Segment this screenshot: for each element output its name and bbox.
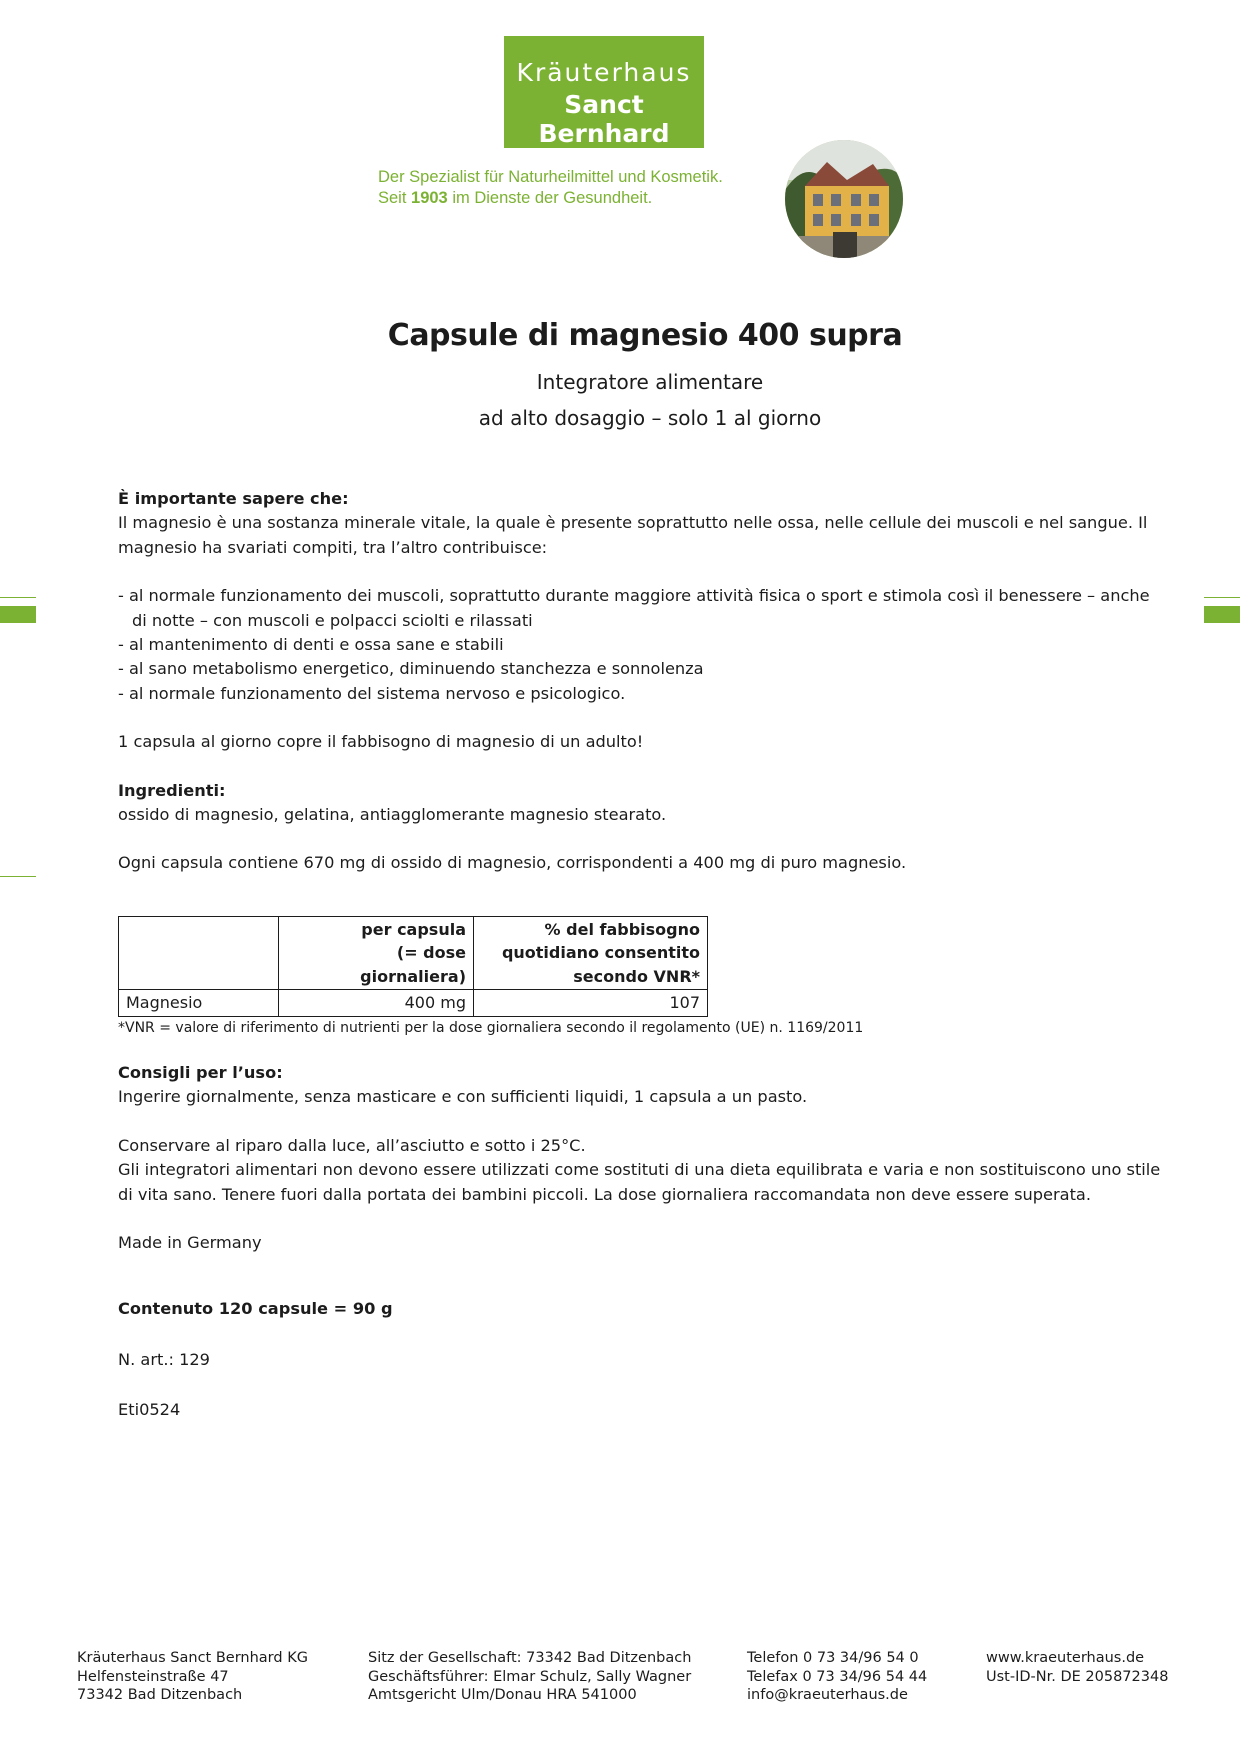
info-intro: Il magnesio è una sostanza minerale vitale, la quale è presente soprattutto nelle ossa, nelle cellule dei muscoli e nel sangue. Il magnesio ha svariati compiti, tra l’altro contribuisce: [118,513,1148,557]
logo-line-2: Sanct Bernhard [538,90,670,148]
nutrient-name: Magnesio [119,990,279,1017]
footer-line: 73342 Bad Ditzenbach [77,1687,243,1703]
header-text: % del fabbisogno [544,919,700,939]
left-marker-line-bottom [0,876,36,877]
table-header-row [119,916,708,990]
tagline-line-2 [378,188,723,209]
brand-logo [504,36,704,148]
product-subtitle-1: Integratore alimentare [536,370,764,394]
benefit-item: - al normale funzionamento dei muscoli, soprattutto durante maggiore attività fisica o sport e stimola così il benessere – anche di notte – con muscoli e polpacci sciolti e rilassati [118,586,1150,630]
per-capsule-note: Ogni capsula contiene 670 mg di ossido di magnesio, corrispondenti a 400 mg di puro magnesio. [118,853,907,873]
product-title: Capsule di magnesio 400 supra [387,318,903,353]
brand-tagline [378,167,723,209]
footer-line: Sitz der Gesellschaft: 73342 Bad Ditzenbach [368,1650,692,1666]
tagline-year: 1903 [411,189,448,207]
nutrient-amount: 400 mg [279,990,474,1017]
footer-line: Geschäftsführer: Elmar Schulz, Sally Wagner [368,1668,692,1685]
footer-email: info@kraeuterhaus.de [747,1687,908,1703]
ingredients-text: ossido di magnesio, gelatina, antiagglomerante magnesio stearato. [118,805,667,825]
right-marker-line-top [1204,597,1240,598]
product-description [118,487,1168,1423]
table-footnote: *VNR = valore di riferimento di nutrienti per la dose giornaliera secondo il regolamento (UE) n. 1169/2011 [118,1019,864,1036]
ingredients-heading: Ingredienti: [118,780,226,800]
benefit-item: - al sano metabolismo energetico, diminuendo stanchezza e sonnolenza [118,659,704,679]
header-text: (= dose giornaliera) [360,943,466,986]
contents-info: Contenuto 120 capsule = 90 g [118,1299,393,1319]
footer-website: www.kraeuterhaus.de [986,1650,1145,1666]
usage-heading: Consigli per l’uso: [118,1062,283,1082]
footer-line: Helfensteinstraße 47 [77,1668,229,1685]
footer-contact [747,1649,927,1705]
table-header-per-capsule [279,916,474,990]
footer-line: Amtsgericht Ulm/Donau HRA 541000 [368,1687,637,1703]
nutrition-table [118,916,708,1017]
daily-coverage-note: 1 capsula al giorno copre il fabbisogno di magnesio di un adulto! [118,732,644,752]
building-photo [785,140,903,258]
right-marker-bar [1204,606,1240,623]
tagline-prefix: Seit [378,189,412,207]
table-row [119,990,708,1017]
logo-line-1: Kräuterhaus [516,58,692,87]
footer-web [986,1649,1168,1686]
benefit-item: - al mantenimento di denti e ossa sane e stabili [118,635,504,655]
usage-text: Ingerire giornalmente, senza masticare e con sufficienti liquidi, 1 capsula a un pasto. [118,1087,808,1107]
footer-phone: Telefon 0 73 34/96 54 0 [747,1650,919,1666]
footer-company [77,1649,308,1705]
table-header-percent [474,916,708,990]
made-in: Made in Germany [118,1232,262,1252]
footer-line: Kräuterhaus Sanct Bernhard KG [77,1650,308,1666]
article-number: N. art.: 129 [118,1349,210,1369]
footer-fax: Telefax 0 73 34/96 54 44 [747,1668,928,1685]
building-illustration [785,140,903,258]
benefit-item: - al normale funzionamento del sistema nervoso e psicologico. [118,683,626,703]
table-header-empty [119,916,279,990]
header-text: quotidiano consentito [501,943,700,963]
header-text: per capsula [361,919,466,939]
footer-vat-id: Ust-ID-Nr. DE 205872348 [986,1668,1169,1685]
tagline-line-1: Der Spezialist für Naturheilmittel und Kosmetik. [378,168,723,186]
tagline-suffix: im Dienste der Gesundheit. [447,189,653,207]
left-marker-line-top [0,597,36,598]
warning-note: Gli integratori alimentari non devono essere utilizzati come sostituti di una dieta equilibrata e varia e non sostituiscono uno stile di vita sano. Tenere fuori dalla portata dei bambini piccoli. La dose giornaliera raccomandata non deve essere superata. [118,1160,1161,1204]
label-code: Eti0524 [118,1400,181,1420]
info-heading: È importante sapere che: [118,489,349,508]
product-subtitle-2: ad alto dosaggio – solo 1 al giorno [478,406,822,430]
nutrient-percent: 107 [474,990,708,1017]
left-marker-bar [0,606,36,623]
footer-legal [368,1649,691,1705]
header-text: secondo VNR* [573,966,700,986]
storage-note: Conservare al riparo dalla luce, all’asciutto e sotto i 25°C. [118,1135,586,1155]
